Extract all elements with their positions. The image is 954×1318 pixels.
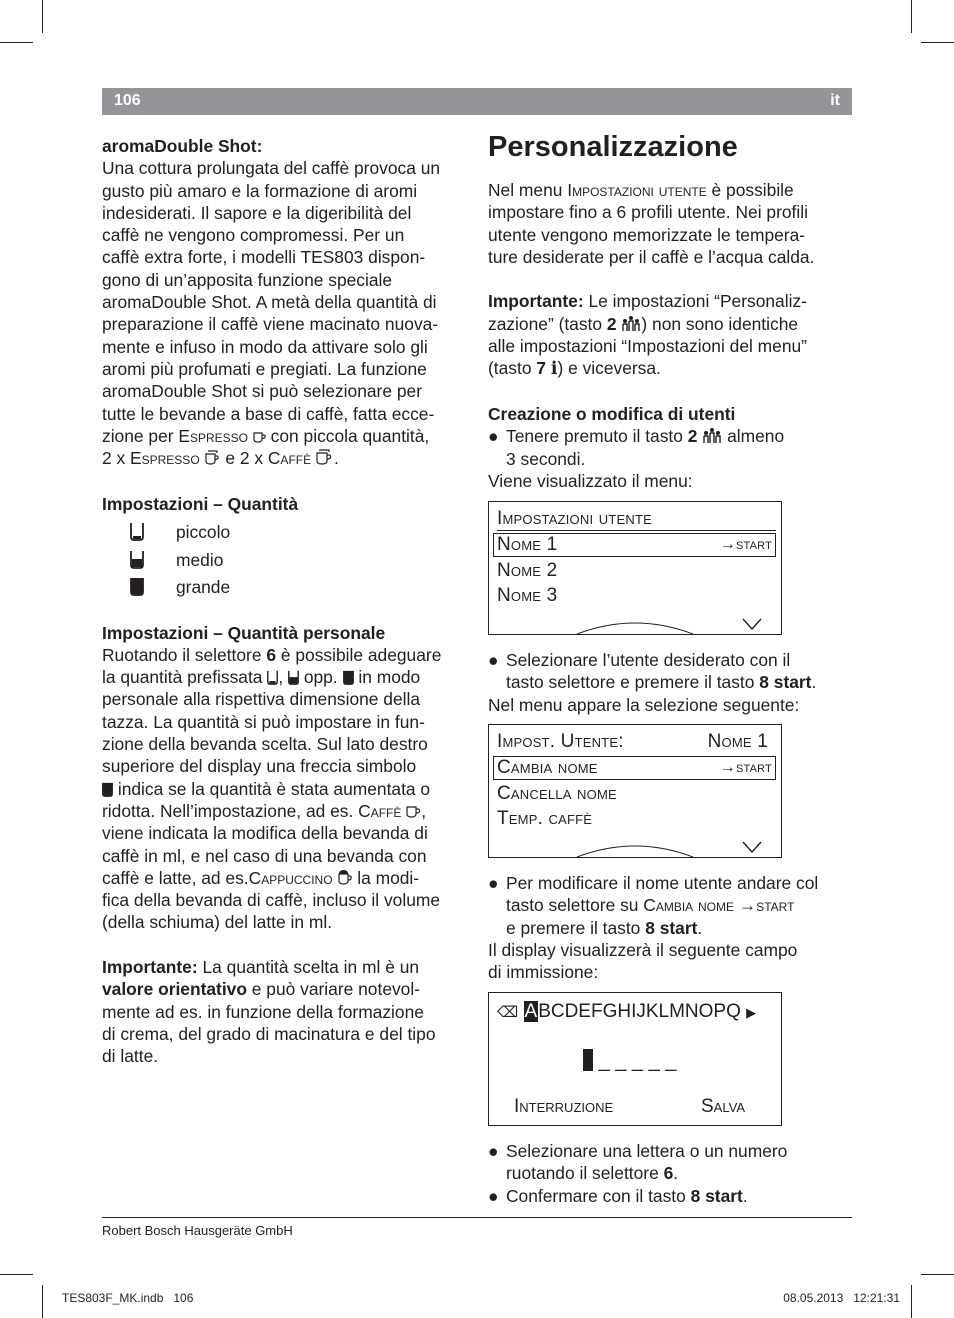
text-line: di crema, del grado di macinatura e del tipo — [102, 1023, 436, 1044]
print-slug-file: TES803F_MK.indb 106 — [62, 1291, 194, 1305]
large-cup-icon — [130, 577, 144, 596]
espresso-cup-icon — [253, 431, 266, 444]
display-knob-arc — [489, 725, 781, 857]
text-line: zione della bevanda scelta. Sul lato destro — [102, 734, 428, 755]
crop-mark — [0, 42, 33, 43]
crop-mark — [921, 42, 954, 43]
text-line: Nel menu appare la selezione seguente: — [488, 694, 800, 715]
text-line: tutte le bevande a base di caffè, fatta ecce- — [102, 403, 435, 424]
section-title-aromadouble: aromaDouble Shot: — [102, 136, 263, 156]
display-user-settings — [488, 501, 782, 635]
section-title-quantity: Impostazioni – Quantità — [102, 493, 299, 514]
text-line: (tasto 7 i) e viceversa. — [488, 358, 661, 380]
quantity-row-small: piccolo — [102, 519, 472, 547]
aromadouble-text — [102, 157, 472, 425]
text-line: indesiderati. Il sapore e la digeribilità del — [102, 202, 412, 223]
page-title: Personalizzazione — [488, 131, 738, 163]
footer-divider — [102, 1217, 852, 1218]
text-line: mente ad es. in funzione della formazione — [102, 1001, 424, 1022]
character-list: BCDEFGHIJKLMNOPQ — [538, 1001, 741, 1022]
text-line: aromaDouble Shot. A metà della quantità di — [102, 292, 437, 313]
page-header — [102, 88, 852, 115]
display-row-selected[interactable]: Cambia nome →start — [493, 756, 776, 780]
selected-character: A — [524, 1001, 538, 1022]
scroll-down-icon — [743, 619, 761, 629]
text-line: mente e infuso in modo da attivare solo gli — [102, 336, 428, 357]
display-row[interactable]: Nome 3 — [497, 585, 558, 606]
users-icon — [621, 315, 641, 332]
text-line: Viene visualizzato il menu: — [488, 470, 693, 491]
info-icon: i — [550, 359, 558, 380]
text-line: alle impostazioni “Impostazioni del menu” — [488, 336, 807, 357]
display-row-selected[interactable]: Nome 1 →start — [493, 533, 776, 557]
bullet-item: ● Per modificare il nome utente andare col tasto selettore su Cambia nome →start e premere il tasto 8 start. — [488, 873, 819, 938]
cancel-button[interactable]: Interruzione — [514, 1096, 614, 1117]
name-input-field[interactable]: _ _ _ _ _ — [583, 1049, 676, 1073]
scroll-down-icon — [743, 842, 761, 852]
users-icon — [702, 427, 722, 444]
save-button[interactable]: Salva — [701, 1096, 745, 1117]
text-line: Una cottura prolungata del caffè provoca un — [102, 158, 441, 179]
crop-mark — [42, 1285, 43, 1318]
display-row[interactable]: Cancella nome — [497, 783, 617, 804]
quantity-row-large: grande — [102, 574, 472, 602]
right-column-lower — [488, 872, 858, 983]
bullet-item: ● Tenere premuto il tasto 2 almeno 3 secondi. — [488, 426, 785, 469]
right-column-mid — [488, 649, 858, 716]
text-line: personale alla rispettiva dimensione della — [102, 689, 421, 710]
text-line: caffè ne vengono compromessi. Per un — [102, 225, 405, 246]
large-cup-icon — [102, 782, 113, 797]
text-line: superiore del display una freccia simbolo — [102, 756, 417, 777]
text-line: aromi più profumati e pregiati. La funzione — [102, 358, 427, 379]
display-name-entry — [488, 992, 782, 1126]
text-line: aromaDouble Shot si può selezionare per — [102, 381, 422, 402]
company-name: Robert Bosch Hausgeräte GmbH — [102, 1223, 293, 1238]
text-line: caffè extra forte, i modelli TES803 dispon- — [102, 247, 426, 268]
bullet-item: ● Selezionare una lettera o un numero ruotando il selettore 6. — [488, 1141, 788, 1184]
arrow-right-icon[interactable]: ▶ — [746, 1005, 757, 1020]
text-line: ture desiderate per il caffè e l’acqua calda. — [488, 246, 815, 267]
large-cup-icon — [343, 670, 354, 685]
text-line: Il display visualizzerà il seguente campo — [488, 939, 798, 960]
section-heading-users: Creazione o modifica di utenti — [488, 403, 736, 424]
text-line: caffè e latte, ad es.Cappuccino la modi- — [102, 867, 420, 888]
text-line: valore orientativo e può variare notevol- — [102, 979, 421, 1000]
left-column — [102, 135, 472, 1067]
personal-quantity-text-3 — [102, 889, 472, 934]
crop-mark — [0, 1274, 33, 1275]
display-user-edit — [488, 724, 782, 858]
text-line: preparazione il caffè viene macinato nuova- — [102, 314, 439, 335]
text-line: la quantità prefissata , opp. in modo — [102, 667, 421, 688]
display-header: Impost. Utente: Nome 1 — [497, 731, 768, 752]
bullet-item: ● Confermare con il tasto 8 start. — [488, 1185, 748, 1206]
display-row[interactable]: Temp. caffè — [497, 808, 593, 829]
text-line: indica se la quantità è stata aumentata o — [102, 778, 472, 800]
crop-mark — [921, 1274, 954, 1275]
text-line: caffè in ml, e nel caso di una bevanda con — [102, 845, 427, 866]
cursor — [583, 1049, 593, 1071]
text-line: tazza. La quantità si può impostare in fun- — [102, 711, 425, 732]
intro-text — [488, 201, 858, 268]
text-line: Importante: Le impostazioni “Personaliz- — [488, 291, 807, 312]
display-knob-arc — [489, 502, 781, 634]
double-espresso-icon — [205, 450, 221, 466]
double-coffee-icon — [316, 449, 334, 466]
text-line: utente vengono memorizzate le tempera- — [488, 224, 806, 245]
text-line: impostare fino a 6 profili utente. Nei profili — [488, 202, 808, 223]
quantity-row-medium: medio — [102, 547, 472, 575]
text-line: gusto più amaro e la formazione di aromi — [102, 180, 418, 201]
medium-cup-icon — [288, 670, 299, 685]
right-column — [488, 130, 858, 492]
language-tag: it — [830, 92, 840, 109]
text-line: di latte. — [102, 1046, 159, 1067]
cappuccino-icon — [337, 869, 352, 886]
backspace-icon[interactable]: ⌫ — [497, 1003, 519, 1021]
text-line: (della schiuma) del latte in ml. — [102, 912, 333, 933]
text-line: Ruotando il selettore 6 è possibile adeguare — [102, 644, 442, 665]
character-selector[interactable] — [497, 1001, 756, 1024]
section-title-personal-quantity: Impostazioni – Quantità personale — [102, 622, 386, 643]
personal-quantity-text — [102, 688, 472, 777]
bullet-item: ● Selezionare l’utente desiderato con il tasto selettore e premere il tasto 8 start. — [488, 650, 817, 693]
crop-mark — [911, 1285, 912, 1318]
coffee-cup-icon — [406, 805, 421, 819]
display-header: Impostazioni utente — [497, 508, 776, 531]
text-line: di immissione: — [488, 962, 599, 983]
medium-cup-icon — [130, 550, 144, 569]
small-cup-icon — [130, 522, 144, 541]
text-line: zazione” (tasto 2 ) non sono identiche — [488, 313, 799, 334]
crop-mark — [911, 0, 912, 33]
text-line: fica della bevanda di caffè, incluso il volume — [102, 890, 441, 911]
text-line: 2 x Espresso e 2 x Caffè . — [102, 448, 339, 469]
text-line: ridotta. Nell’impostazione, ad es. Caffè , — [102, 800, 427, 821]
text-line: Nel menu Impostazioni utente è possibile — [488, 180, 794, 200]
page-number: 106 — [114, 92, 141, 109]
personal-quantity-text-2 — [102, 822, 472, 867]
right-column-bottom — [488, 1140, 858, 1207]
print-slug-date: 08.05.2013 12:21:31 — [783, 1291, 900, 1305]
crop-mark — [42, 0, 43, 33]
text-line: Importante: La quantità scelta in ml è un — [102, 957, 420, 977]
display-row[interactable]: Nome 2 — [497, 560, 558, 581]
small-cup-icon — [267, 670, 278, 685]
text-line: zione per Espresso con piccola quantità, — [102, 425, 430, 446]
text-line: viene indicata la modifica della bevanda di — [102, 823, 428, 844]
text-line: gono di un’apposita funzione speciale — [102, 269, 393, 290]
important-note-text — [102, 1001, 472, 1068]
